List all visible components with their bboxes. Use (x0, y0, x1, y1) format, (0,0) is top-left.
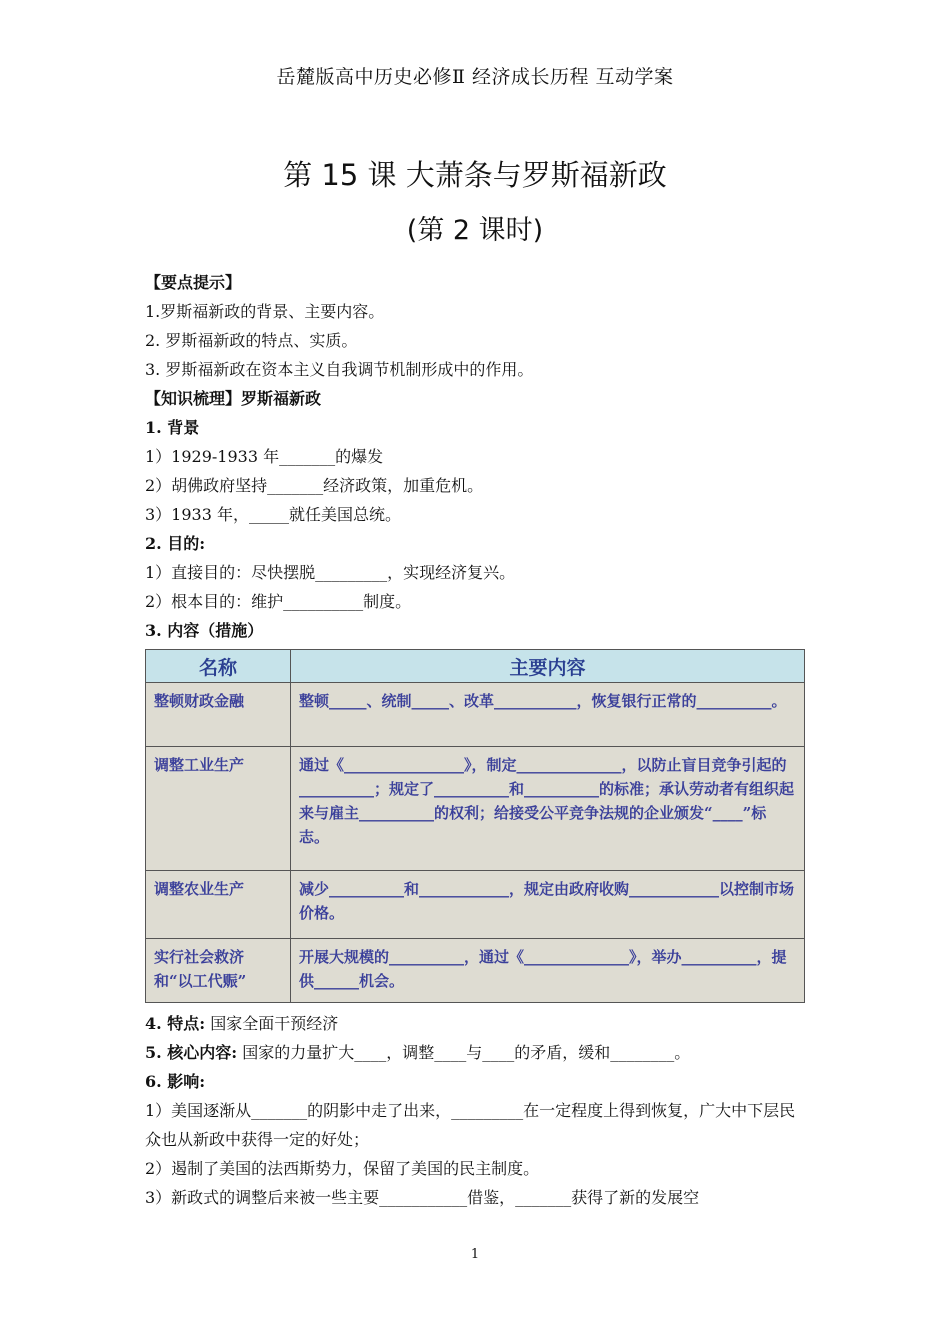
measures-table (145, 649, 805, 1003)
page-header: 岳麓版高中历史必修Ⅱ 经济成长历程 互动学案 (276, 66, 674, 88)
characteristic-line (145, 1009, 810, 1038)
section-knowledge: 【知识梳理】罗斯福新政 (145, 389, 322, 408)
key-point-2: 2. 罗斯福新政的特点、实质。 (145, 331, 358, 350)
impact-item-1: 1）美国逐渐从_______的阴影中走了出来，_________在一定程度上得到恢复，广大中下层民众也从新政中获得一定的好处； (145, 1101, 796, 1149)
lesson-title: 第 15 课 大萧条与罗斯福新政 (283, 158, 667, 192)
row-content: 整顿_____、统制_____、改革___________，恢复银行正常的__________。 (291, 683, 805, 747)
core-content-text: 国家的力量扩大____，调整____与____的矛盾，缓和________。 (242, 1043, 691, 1062)
table-row (146, 747, 805, 871)
table-row (146, 871, 805, 939)
header-content: 主要内容 (291, 650, 805, 683)
table-row (146, 683, 805, 747)
document-body (145, 268, 810, 1212)
row-name: 整顿财政金融 (146, 683, 291, 747)
purpose-item-2: 2）根本目的：维护__________制度。 (145, 592, 412, 611)
purpose-item-1: 1）直接目的：尽快摆脱_________，实现经济复兴。 (145, 563, 516, 582)
row-content: 通过《________________》，制定______________，以防止盲目竞争引起的__________；规定了__________和__________的标准；承认劳动者有组织起来与雇主__________的权利；给接受公平竞争法规的企业颁发“____”标志。 (291, 747, 805, 871)
background-item-1: 1）1929-1933 年_______的爆发 (145, 447, 384, 466)
background-item-2: 2）胡佛政府坚持_______经济政策，加重危机。 (145, 476, 484, 495)
background-item-3: 3）1933 年，_____就任美国总统。 (145, 505, 401, 524)
header-name: 名称 (146, 650, 291, 683)
page-number: 1 (470, 1247, 480, 1262)
heading-measures: 3. 内容（措施） (145, 621, 264, 640)
row-content: 开展大规模的__________，通过《______________》，举办__________，提供______机会。 (291, 939, 805, 1003)
row-name: 实行社会救济和“以工代赈” (146, 939, 291, 1003)
row-name: 调整工业生产 (146, 747, 291, 871)
characteristic-label: 4. 特点: (145, 1014, 206, 1033)
heading-impact: 6. 影响: (145, 1072, 206, 1091)
heading-background: 1. 背景 (145, 418, 200, 437)
row-name: 调整农业生产 (146, 871, 291, 939)
key-point-3: 3. 罗斯福新政在资本主义自我调节机制形成中的作用。 (145, 360, 534, 379)
impact-item-3: 3）新政式的调整后来被一些主要___________借鉴，_______获得了新的发展空 (145, 1188, 700, 1207)
heading-purpose: 2. 目的: (145, 534, 206, 553)
table-header-row (146, 650, 805, 683)
row-content: 减少__________和____________，规定由政府收购____________以控制市场价格。 (291, 871, 805, 939)
table-row (146, 939, 805, 1003)
key-point-1: 1.罗斯福新政的背景、主要内容。 (145, 302, 385, 321)
core-content-line (145, 1038, 810, 1067)
core-content-label: 5. 核心内容: (145, 1043, 238, 1062)
lesson-subtitle: (第 2 课时) (406, 215, 544, 246)
section-key-points: 【要点提示】 (145, 273, 242, 292)
characteristic-text: 国家全面干预经济 (210, 1014, 339, 1033)
impact-item-2: 2）遏制了美国的法西斯势力，保留了美国的民主制度。 (145, 1159, 540, 1178)
